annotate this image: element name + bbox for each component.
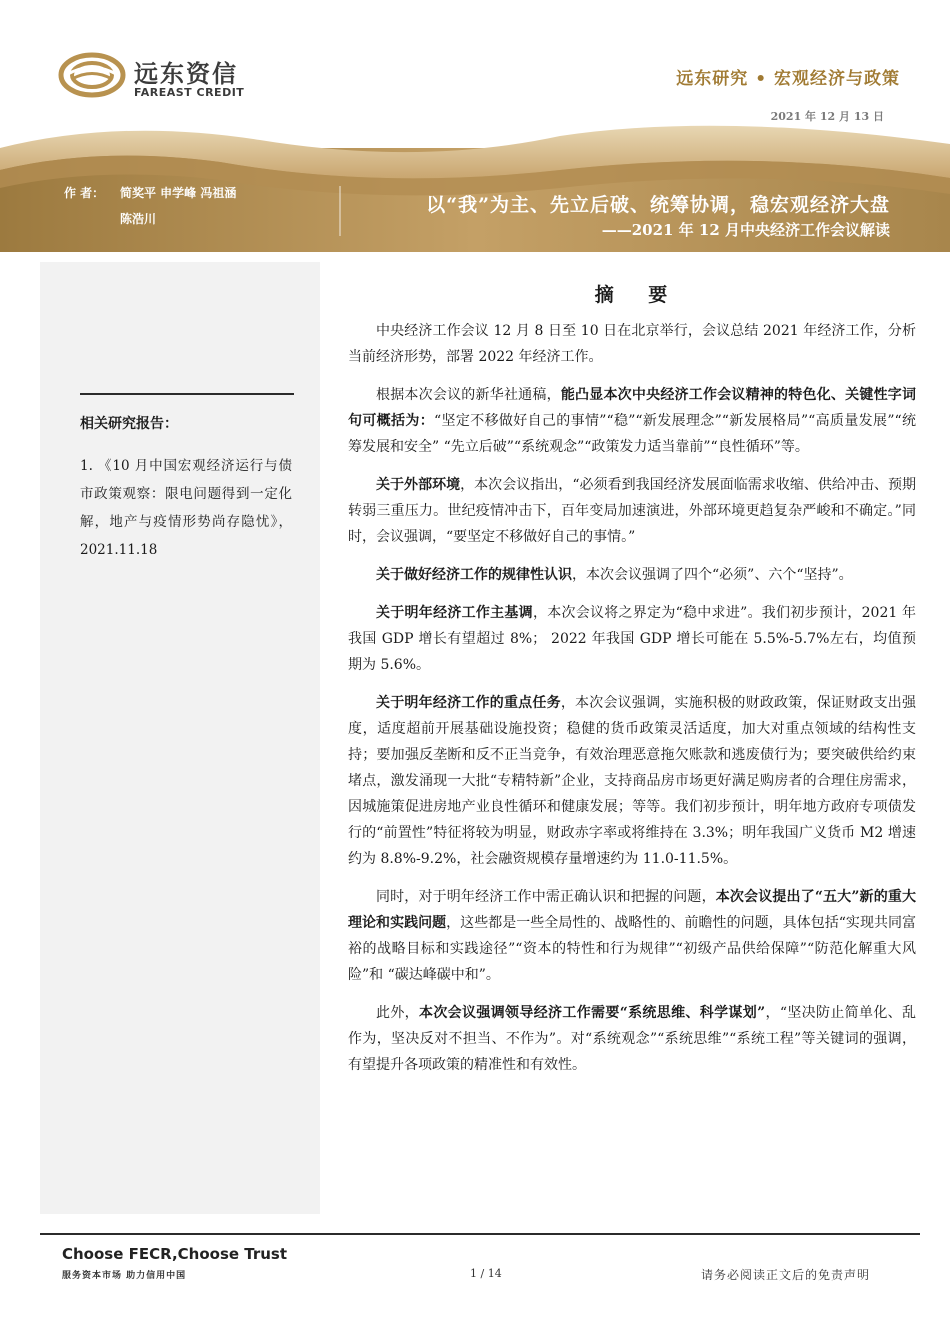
authors-line: 简奖平 申学峰 冯祖涵 bbox=[120, 186, 237, 200]
abstract-paragraph: 根据本次会议的新华社通稿，能凸显本次中央经济工作会议精神的特色化、关键性字词句可概括为：“坚定不移做好自己的事情”“稳”“新发展理念”“新发展格局”“高质量发展”“统筹发展和安全” “先立后破”“系统观念”“政策发力适当靠前”“良性循环”等。 bbox=[348, 387, 917, 455]
brand-name-cn: 远东资信 bbox=[134, 60, 238, 88]
report-title: 以“我”为主、先立后破、统筹协调，稳宏观经济大盘 bbox=[426, 194, 890, 216]
page-number: 1 / 14 bbox=[470, 1267, 502, 1280]
abstract-paragraph: 关于外部环境，本次会议指出，“必须看到我国经济发展面临需求收缩、供给冲击、预期转弱三重压力。世纪疫情冲击下，百年变局加速演进，外部环境更趋复杂严峻和不确定。”同时，会议强调，“要坚定不移做好自己的事情。” bbox=[348, 477, 917, 545]
abstract-paragraph: 关于做好经济工作的规律性认识，本次会议强调了四个“必须”、六个“坚持”。 bbox=[376, 567, 853, 583]
footer-slogan: Choose FECR,Choose Trust bbox=[62, 1245, 288, 1263]
sidebar-divider bbox=[80, 393, 294, 395]
report-series: 远东研究 • 宏观经济与政策 bbox=[676, 69, 900, 89]
abstract-title: 摘 要 bbox=[594, 284, 682, 306]
abstract-paragraph: 同时，对于明年经济工作中需正确认识和把握的问题，本次会议提出了“五大”新的重大理论和实践问题，这些都是一些全局性的、战略性的、前瞻性的问题，具体包括“实现共同富裕的战略目标和实践途径”“资本的特性和行为规律”“初级产品供给保障”“防范化解重大风险”和 “碳达峰碳中和”。 bbox=[348, 889, 917, 983]
abstract-section bbox=[348, 282, 916, 1090]
related-reports-heading: 相关研究报告： bbox=[80, 416, 178, 432]
brand-name-en: FAREAST CREDIT bbox=[134, 86, 245, 99]
related-report-item[interactable]: 1. 《10 月中国宏观经济运行与债市政策观察：限电问题得到一定化解，地产与疫情形势尚存隐忧》，2021.11.18 bbox=[80, 458, 292, 558]
footer-slogan-sub: 服务资本市场 助力信用中国 bbox=[62, 1271, 187, 1281]
report-subtitle: ——2021 年 12 月中央经济工作会议解读 bbox=[601, 221, 890, 239]
abstract-paragraph: 关于明年经济工作主基调，本次会议将之界定为“稳中求进”。我们初步预计，2021 年我国 GDP 增长有望超过 8%； 2022 年我国 GDP 增长可能在 5.5%-5.7%左右，均值预期为 5.6%。 bbox=[348, 605, 916, 673]
brand-logo-icon bbox=[58, 52, 126, 98]
abstract-paragraph: 关于明年经济工作的重点任务，本次会议强调，实施积极的财政政策，保证财政支出强度，适度超前开展基础设施投资；稳健的货币政策灵活适度，加大对重点领域的结构性支持；要加强反垄断和反不正当竞争，有效治理恶意拖欠账款和逃废债行为；要突破供给约束堵点，激发涌现一大批“专精特新”企业，支持商品房市场更好满足购房者的合理住房需求，因城施策促进房地产业良性循环和健康发展；等等。我们初步预计，明年地方政府专项债发行的“前置性”特征将较为明显，财政赤字率或将维持在 3.3%；明年我国广义货币 M2 增速约为 8.8%-9.2%，社会融资规模存量增速约为 11.0-11.5%。 bbox=[348, 695, 917, 867]
sidebar-panel bbox=[40, 262, 320, 1214]
authors-label: 作 者： bbox=[64, 186, 105, 200]
abstract-paragraph: 中央经济工作会议 12 月 8 日至 10 日在北京举行，会议总结 2021 年经济工作，分析当前经济形势，部署 2022 年经济工作。 bbox=[348, 323, 916, 365]
authors-line: 陈浩川 bbox=[120, 212, 157, 226]
report-date: 2021 年 12 月 13 日 bbox=[770, 110, 884, 123]
disclaimer-note: 请务必阅读正文后的免责声明 bbox=[700, 1268, 870, 1282]
footer-divider bbox=[40, 1233, 920, 1235]
abstract-paragraph: 此外，本次会议强调领导经济工作需要“系统思维、科学谋划”，“坚决防止简单化、乱作为，坚决反对不担当、不作为”。对“系统观念”“系统思维”“系统工程”等关键词的强调，有望提升各项政策的精准性和有效性。 bbox=[348, 1005, 916, 1073]
